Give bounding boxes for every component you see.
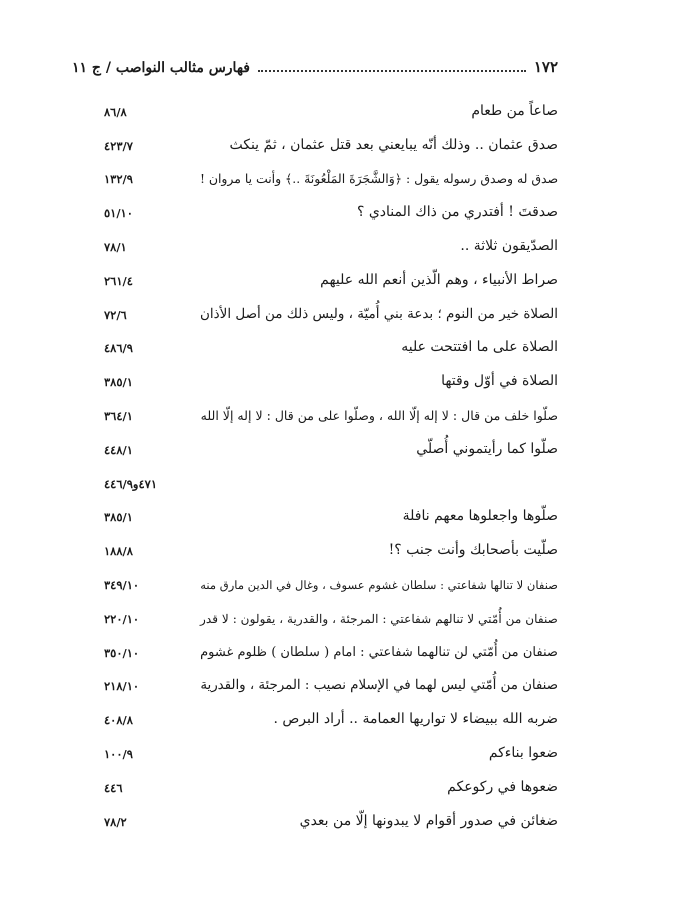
entry-reference: ٤٨٦/٩ bbox=[104, 341, 133, 356]
header-dot-leader bbox=[258, 70, 526, 72]
index-entry bbox=[0, 564, 700, 598]
entry-reference: ٢٢٠/١٠ bbox=[104, 611, 140, 626]
index-entry bbox=[0, 260, 700, 294]
entry-reference: ١٨٨/٨ bbox=[104, 544, 133, 559]
entry-text: صلّوها واجعلوها معهم نافلة bbox=[402, 508, 558, 525]
entry-text: صراط الأنبياء ، وهم الّذين أنعم الله عليهم bbox=[320, 271, 558, 288]
entry-reference: ٧٨/١ bbox=[104, 239, 127, 254]
entry-text: صلّوا خلف من قال : لا إله إلّا الله ، وصلّوا على من قال : لا إله إلّا الله bbox=[200, 407, 558, 423]
entry-text: صنفان من أُمّتي لا تنالهم شفاعتي : المرجئة ، والقدرية ، يقولون : لا قدر bbox=[199, 611, 558, 626]
index-entry bbox=[0, 666, 700, 700]
entry-text: صدقتَ ! أفتدري من ذاك المنادي ؟ bbox=[356, 204, 558, 221]
entry-reference: ١٣٢/٩ bbox=[104, 172, 133, 187]
entry-reference: ١٠٠/٩ bbox=[104, 746, 133, 761]
entry-text: ضربه الله ببيضاء لا تواريها العمامة .. أراد البرص . bbox=[273, 711, 558, 728]
entry-reference: ٤٤٦ bbox=[104, 780, 123, 795]
entry-text: صلّوا كما رأيتموني أُصلّي bbox=[416, 440, 558, 457]
index-entry bbox=[0, 294, 700, 328]
entry-text: صدق له وصدق رسوله يقول : ﴿وَالشَّجَرَةَ المَلْعُونَةَ ..﴾ وأنت يا مروان ! bbox=[199, 171, 558, 187]
index-entry bbox=[0, 395, 700, 429]
entry-reference: ٨٦/٨ bbox=[104, 104, 127, 119]
entry-text: ضغائن في صدور أقوام لا يبدونها إلّا من بعدي bbox=[299, 812, 558, 829]
entry-text: صنفان من أُمّتي لن تنالهما شفاعتي : امام ( سلطان ) ظلوم غشوم bbox=[200, 644, 558, 660]
entry-reference: ٤٢٣/٧ bbox=[104, 138, 133, 153]
entry-reference: ٣٨٥/١ bbox=[104, 375, 133, 390]
entry-reference: ٣٤٩/١٠ bbox=[104, 577, 140, 592]
index-entries bbox=[0, 91, 700, 835]
index-entry bbox=[0, 429, 700, 463]
running-header bbox=[72, 54, 558, 76]
index-entry bbox=[0, 159, 700, 193]
entry-reference: ٧٨/٢ bbox=[104, 814, 127, 829]
entry-reference: ٣٦٤/١ bbox=[104, 408, 133, 423]
entry-text: صاعاً من طعام bbox=[471, 102, 558, 119]
entry-reference: ٤٠٨/٨ bbox=[104, 713, 133, 728]
index-entry bbox=[0, 328, 700, 362]
entry-text: الصلاة في أوّل وقتها bbox=[441, 373, 558, 390]
index-entry bbox=[0, 767, 700, 801]
entry-text: الصدّيقون ثلاثة .. bbox=[460, 237, 558, 254]
index-entry bbox=[0, 733, 700, 767]
entry-reference: ٥١/١٠ bbox=[104, 206, 133, 221]
entry-text: ضعوا بناءكم bbox=[488, 744, 558, 761]
entry-text: الصلاة خير من النوم ؛ بدعة بني أُميّة ، وليس ذلك من أصل الأذان bbox=[200, 305, 558, 322]
entry-text: صنفان من أُمّتي ليس لهما في الإسلام نصيب : المرجئة ، والقدرية bbox=[200, 678, 558, 694]
index-entry bbox=[0, 530, 700, 564]
index-entry bbox=[0, 192, 700, 226]
entry-text: صدق عثمان .. وذلك أنّه يبايعني بعد قتل عثمان ، ثمّ ينكث bbox=[229, 136, 558, 153]
entry-text: صلّيت بأصحابك وأنت جنب ؟! bbox=[388, 542, 558, 559]
entry-reference: ٤٤٨/١ bbox=[104, 442, 133, 457]
index-entry bbox=[0, 699, 700, 733]
entry-reference: ٤٧١و٤٤٦/٩ bbox=[104, 476, 158, 491]
entry-reference: ٢١٨/١٠ bbox=[104, 679, 140, 694]
index-entry bbox=[0, 125, 700, 159]
index-entry bbox=[0, 226, 700, 260]
entry-text: الصلاة على ما افتتحت عليه bbox=[401, 339, 558, 356]
index-entry bbox=[0, 497, 700, 531]
index-entry bbox=[0, 463, 700, 497]
header-title: فهارس مثالب النواصب / ج ١١ bbox=[72, 60, 250, 76]
page-number: ١٧٢ bbox=[533, 58, 558, 76]
entry-reference: ٢٦١/٤ bbox=[104, 273, 133, 288]
index-entry bbox=[0, 361, 700, 395]
entry-reference: ٣٨٥/١ bbox=[104, 510, 133, 525]
entry-reference: ٣٥٠/١٠ bbox=[104, 645, 140, 660]
index-entry bbox=[0, 91, 700, 125]
index-entry bbox=[0, 598, 700, 632]
entry-reference: ٧٢/٦ bbox=[104, 307, 127, 322]
entry-text: ضعوها في ركوعكم bbox=[447, 778, 558, 795]
index-entry bbox=[0, 632, 700, 666]
entry-text: صنفان لا تنالها شفاعتي : سلطان غشوم عسوف ، وغال في الدين مارق منه bbox=[200, 577, 558, 592]
index-entry bbox=[0, 801, 700, 835]
